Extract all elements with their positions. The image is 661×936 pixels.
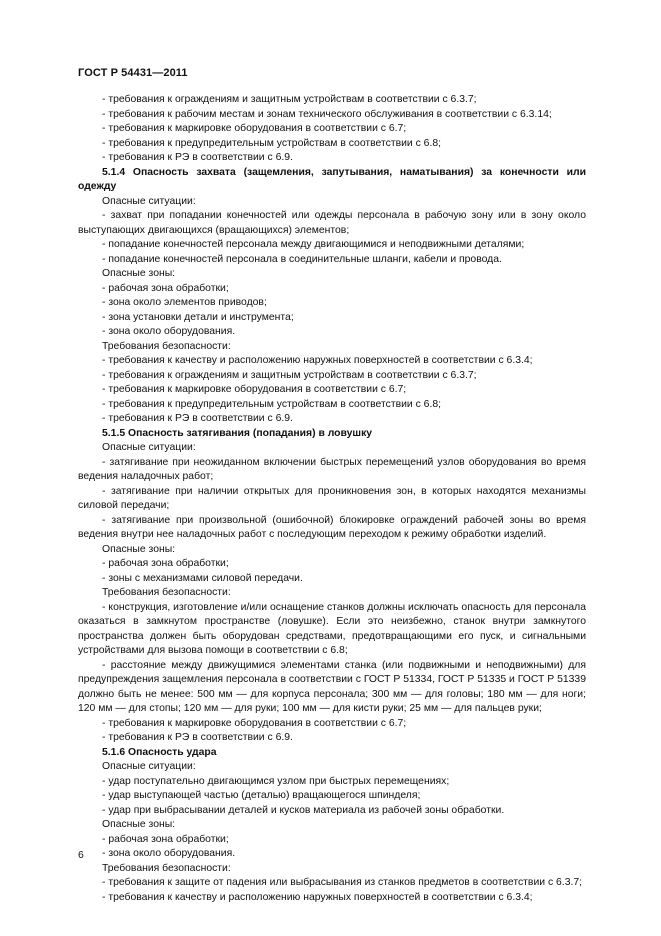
- paragraph: - рабочая зона обработки;: [102, 558, 229, 569]
- section-heading: 5.1.5 Опасность затягивания (попадания) в ловушку: [102, 427, 373, 439]
- paragraph: - требования к ограждениям и защитным устройствам в соответствии с 6.3.7;: [102, 369, 477, 381]
- paragraph: - требования к РЭ в соответствии с 6.9.: [102, 152, 293, 163]
- paragraph: - зоны с механизмами силовой передачи.: [102, 572, 303, 584]
- paragraph: - требования к РЭ в соответствии с 6.9.: [102, 413, 293, 424]
- paragraph: - требования к рабочим местам и зонам технического обслуживания в соответствии с 6.3.14;: [102, 108, 552, 120]
- paragraph: - требования к качеству и расположению наружных поверхностей в соответствии с 6.3.4;: [102, 355, 533, 366]
- paragraph: - удар поступательно двигающимся узлом при быстрых перемещениях;: [102, 775, 450, 787]
- document-body: [78, 93, 586, 905]
- paragraph: Опасные ситуации:: [102, 442, 196, 453]
- paragraph: - требования к РЭ в соответствии с 6.9.: [102, 732, 293, 743]
- paragraph: - удар при выбрасывании деталей и кусков материала из рабочей зоны обработки.: [102, 804, 505, 816]
- paragraph: - требования к предупредительным устройствам в соответствии с 6.8;: [102, 137, 442, 149]
- page-number: 6: [78, 850, 84, 861]
- paragraph: - требования к предупредительным устройствам в соответствии с 6.8;: [102, 398, 442, 410]
- section-heading: 5.1.6 Опасность удара: [102, 746, 217, 758]
- paragraph: Опасные зоны:: [102, 543, 176, 555]
- paragraph: Опасные зоны:: [102, 819, 176, 830]
- paragraph: - требования к защите от падения или выбрасывания из станков предметов в соответствии с 6.3.7;: [102, 877, 583, 888]
- paragraph: - требования к маркировке оборудования в соответствии с 6.7;: [102, 123, 407, 134]
- paragraph: - захват при попадании конечностей или одежды персонала в рабочую зону или в зону около выступающих двигающихся (вращающихся) элементов;: [78, 210, 586, 236]
- section-heading: 5.1.4 Опасность захвата (защемления, запутывания, наматывания) за конечности или одежду: [78, 166, 586, 192]
- paragraph: - зона около элементов приводов;: [102, 297, 267, 308]
- paragraph: Опасные ситуации:: [102, 761, 196, 772]
- paragraph: - требования к маркировке оборудования в соответствии с 6.7;: [102, 384, 407, 395]
- paragraph: - рабочая зона обработки;: [102, 282, 229, 294]
- paragraph: - зона около оборудования.: [102, 848, 236, 859]
- paragraph: - расстояние между движущимися элементами станка (или подвижными и неподвижными) для предупреждения защемления персонала в соответствии с ГОСТ Р 51334, ГОСТ Р 51335 и ГОСТ Р 51339 должно быть не менее: 500 мм — для корпуса персонала; 300 мм — для головы; 180 мм — для ноги; 120 мм — для стопы; 120 мм — для руки; 100 мм — для кисти руки; 25 мм — для пальцев руки;: [78, 659, 586, 714]
- paragraph: Требования безопасности:: [102, 862, 231, 874]
- paragraph: Опасные зоны:: [102, 268, 176, 279]
- paragraph: - требования к маркировке оборудования в соответствии с 6.7;: [102, 717, 407, 729]
- paragraph: - требования к ограждениям и защитным устройствам в соответствии с 6.3.7;: [102, 94, 477, 105]
- paragraph: - попадание конечностей персонала в соединительные шланги, кабели и провода.: [102, 253, 502, 265]
- paragraph: - затягивание при произвольной (ошибочной) блокировке ограждений рабочей зоны во время ведения внутри нее наладочных работ с последующим переходом к режиму обработки изделий.: [78, 514, 586, 540]
- paragraph: - затягивание при наличии открытых для проникновения зон, в которых находятся механизмы силовой передачи;: [78, 485, 586, 511]
- paragraph: - конструкция, изготовление и/или оснащение станков должны исключать опасность для персонала оказаться в замкнутом пространстве (ловушке). Если это неизбежно, станок внутри замкнутого пространства должен быть оборудован средствами, предотвращающими его пуск, и сигнальными устройствами для вызова помощи в соответствии с 6.8;: [78, 601, 586, 656]
- paragraph: Опасные ситуации:: [102, 195, 196, 207]
- paragraph: - удар выступающей частью (деталью) вращающегося шпинделя;: [102, 790, 421, 801]
- paragraph: Требования безопасности:: [102, 587, 231, 598]
- paragraph: - затягивание при неожиданном включении быстрых перемещений узлов оборудования во время ведения наладочных работ;: [78, 456, 586, 482]
- paragraph: - попадание конечностей персонала между двигающимися и неподвижными деталями;: [102, 239, 525, 250]
- paragraph: - рабочая зона обработки;: [102, 833, 229, 845]
- document-header: ГОСТ Р 54431—2011: [78, 67, 188, 79]
- paragraph: Требования безопасности:: [102, 340, 231, 352]
- paragraph: - зона установки детали и инструмента;: [102, 311, 294, 323]
- paragraph: - зона около оборудования.: [102, 326, 236, 337]
- paragraph: - требования к качеству и расположению наружных поверхностей в соответствии с 6.3.4;: [102, 891, 533, 903]
